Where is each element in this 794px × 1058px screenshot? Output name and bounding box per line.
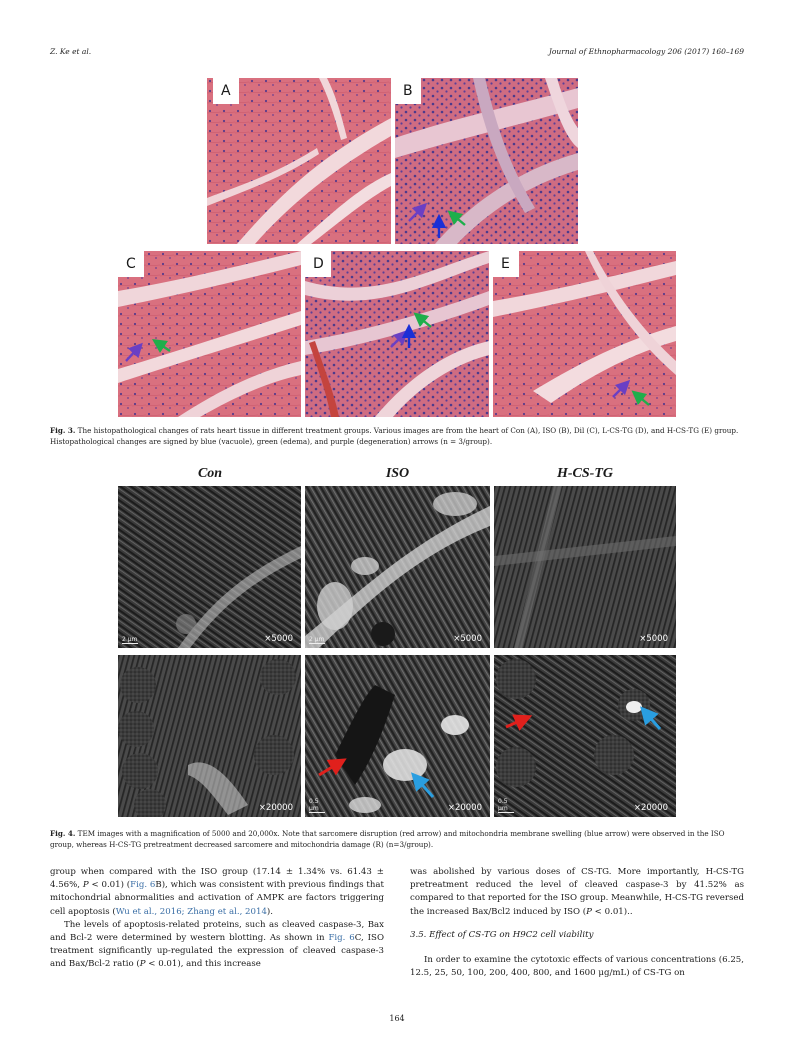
figure-3-caption-label: Fig. 3. [50, 426, 76, 435]
figure-3-caption-text: The histopathological changes of rats heart tissue in different treatment groups. Various images are from the heart of Con (A), ISO (B), Dil (C), L-CS-TG (D), and H-CS-TG (E) group. Histopathological changes are signed by blue (vacuole), green (edema), and purple (degeneration) arrows (n = 3/group). [50, 426, 739, 446]
panel-label-d: D [305, 251, 331, 277]
histology-image-c [118, 251, 301, 417]
histology-image-b [395, 78, 578, 244]
tem-image-con-5000 [118, 486, 301, 648]
tem-heading-iso: ISO [385, 466, 410, 481]
tem-iso-5000 [305, 486, 490, 648]
figure-4-caption [50, 828, 744, 850]
tem-image-hcstg-20000 [494, 655, 676, 817]
tem-iso-20000 [305, 655, 490, 817]
tem-hcstg-5000 [494, 486, 676, 648]
panel-label-c: C [118, 251, 144, 277]
histology-panel-a [207, 78, 391, 244]
figure-3-caption [50, 425, 744, 447]
figure-link[interactable]: Fig. 6 [328, 933, 355, 944]
running-head-journal: Journal of Ethnopharmacology 206 (2017) 160–169 [548, 47, 744, 56]
tem-con-5000 [118, 486, 301, 648]
histology-panel-b [395, 78, 578, 244]
tem-magnification: ×5000 [264, 634, 293, 644]
tem-image-hcstg-5000 [494, 486, 676, 648]
paragraph: The levels of apoptosis-related proteins, such as cleaved caspase-3, Bax and Bcl-2 were determined by western blotting. As shown in Fig. 6C, ISO treatment significantly up-regulated the expression of cleaved caspase-3 and Bax/Bcl-2 ratio (P < 0.01), and this increase [50, 919, 384, 970]
tem-image-iso-5000 [305, 486, 490, 648]
paragraph: In order to examine the cytotoxic effects of various concentrations (6.25, 12.5, 25, 50, 100, 200, 400, 800, and 1600 μg/mL) of CS-TG on [410, 955, 744, 979]
tem-magnification: ×20000 [258, 803, 293, 813]
panel-label-b: B [395, 78, 421, 104]
running-head-authors: Z. Ke et al. [50, 47, 92, 56]
figure-link[interactable]: Fig. 6 [130, 880, 156, 891]
tem-hcstg-20000 [494, 655, 676, 817]
body-column-left [50, 866, 384, 972]
page-number: 164 [389, 1014, 405, 1023]
tem-heading-h-cs-tg: H-CS-TG [557, 466, 613, 481]
tem-magnification: ×20000 [633, 803, 668, 813]
histology-image-e [493, 251, 676, 417]
tem-image-con-20000 [118, 655, 301, 817]
citation-link[interactable]: Wu et al., 2016; Zhang et al., 2014 [115, 906, 267, 917]
tem-scale-bar: 2 μm [122, 636, 138, 643]
body-column-right [410, 866, 744, 980]
tem-image-iso-20000 [305, 655, 490, 817]
tem-magnification: ×5000 [639, 634, 668, 644]
tem-scale-bar: 0.5 μm [309, 798, 325, 813]
panel-label-e: E [493, 251, 519, 277]
histology-panel-d [305, 251, 489, 417]
figure-4-caption-label: Fig. 4. [50, 829, 76, 838]
section-heading: 3.5. Effect of CS-TG on H9C2 cell viability [410, 929, 594, 940]
tem-scale-bar: 0.5 μm [498, 798, 514, 813]
tem-magnification: ×20000 [447, 803, 482, 813]
figure-4-caption-text: TEM images with a magnification of 5000 and 20,000x. Note that sarcomere disruption (red arrow) and mitochondria membrane swelling (blue arrow) were observed in the ISO group, whereas H-CS-TG pretreatment decreased sarcomere and mitochondria damage (R) (n=3/group). [50, 829, 725, 849]
histology-panel-c [118, 251, 301, 417]
panel-label-a: A [213, 78, 239, 104]
tem-scale-bar: 2 μm [309, 636, 325, 643]
tem-con-20000 [118, 655, 301, 817]
histology-panel-e [493, 251, 676, 417]
tem-heading-con: Con [197, 466, 223, 481]
histology-image-d [305, 251, 489, 417]
paragraph: group when compared with the ISO group (17.14 ± 1.34% vs. 61.43 ± 4.56%, P < 0.01) (Fig. 6B), which was consistent with previous findings that mitochondrial abnormalities and activation of AMPK are factors triggering cell apoptosis (Wu et al., 2016; Zhang et al., 2014). [50, 867, 384, 917]
tem-magnification: ×5000 [453, 634, 482, 644]
paragraph: was abolished by various doses of CS-TG. More importantly, H-CS-TG pretreatment reduced the level of cleaved caspase-3 by 41.52% as compared to that reported for the ISO group. Meanwhile, H-CS-TG reversed the increased Bax/Bcl2 induced by ISO (P < 0.01).. [410, 867, 744, 917]
